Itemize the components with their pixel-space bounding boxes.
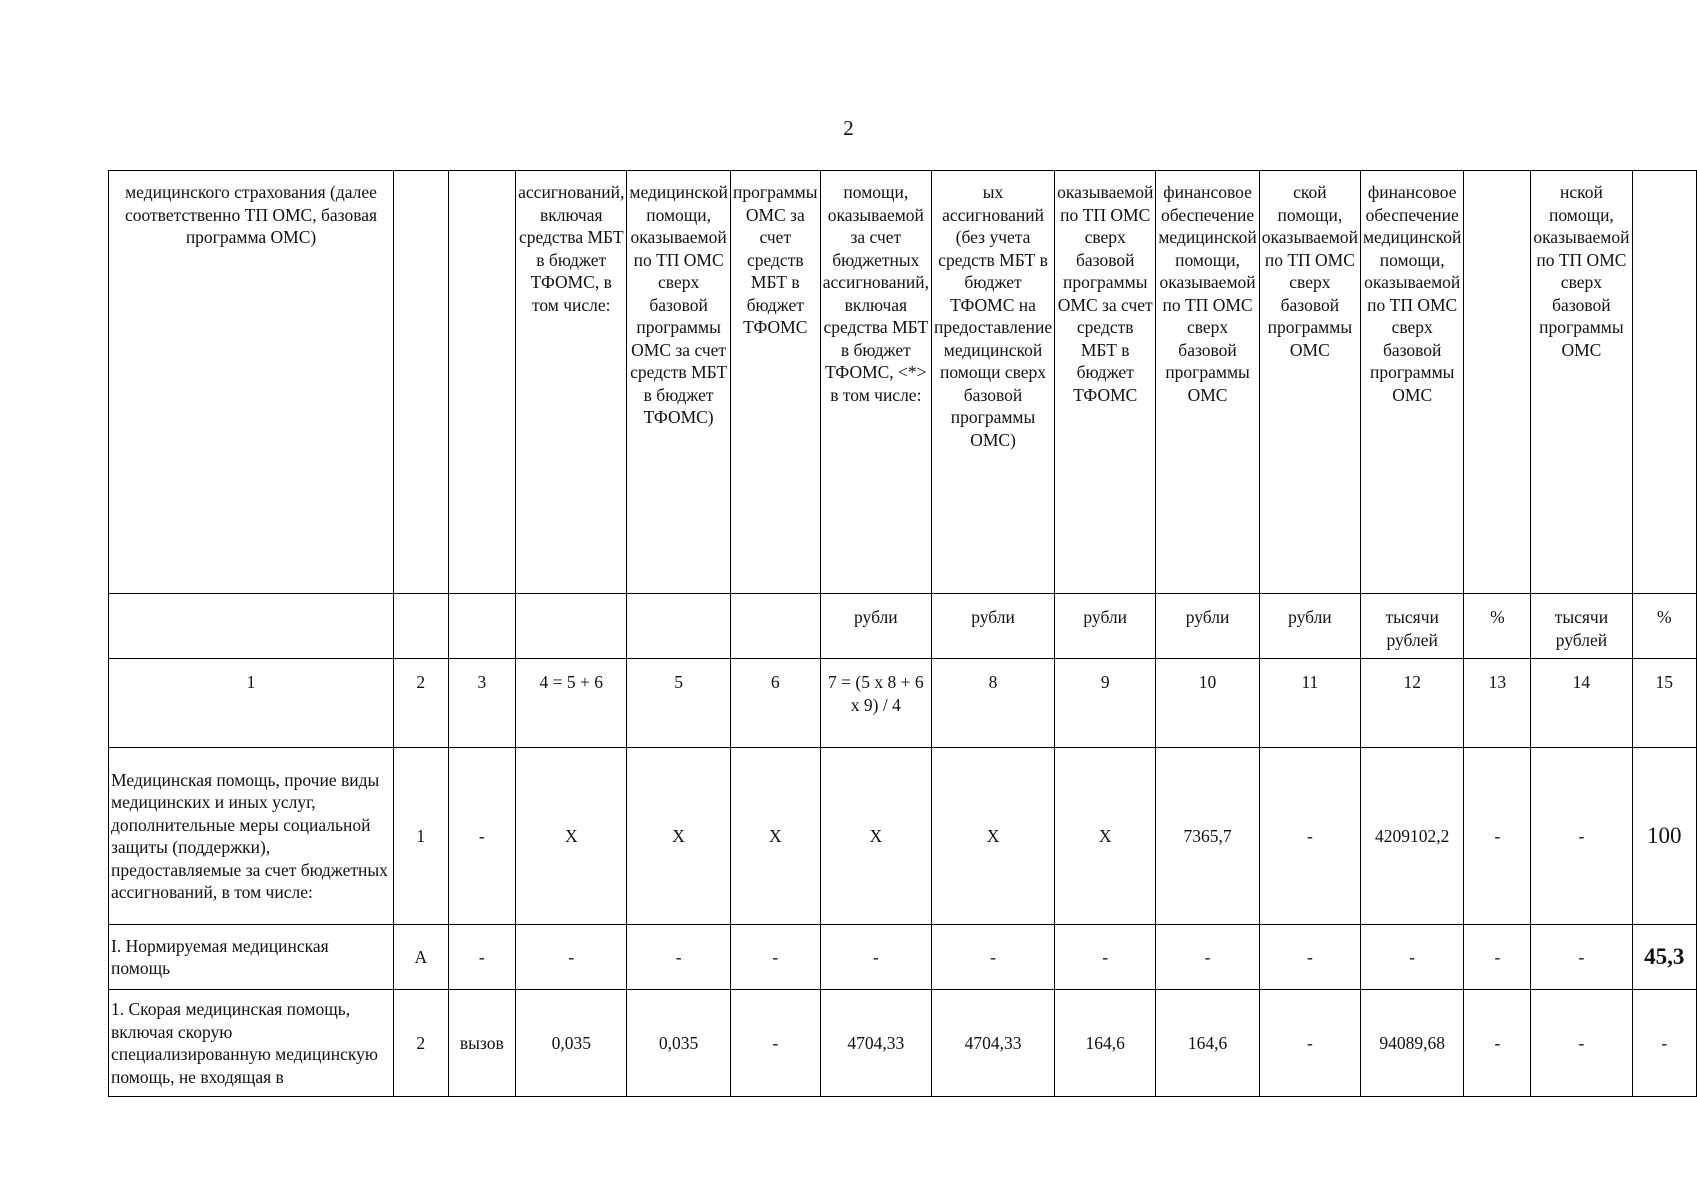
- unit-cell: [109, 594, 394, 659]
- table-cell: -: [730, 990, 820, 1097]
- table-cell: А: [394, 925, 448, 990]
- table-cell: 7365,7: [1156, 748, 1259, 925]
- unit-cell: рубли: [1156, 594, 1259, 659]
- table-cell: -: [1464, 990, 1531, 1097]
- table-cell: -: [1259, 990, 1360, 1097]
- unit-cell: [516, 594, 627, 659]
- page-number: 2: [843, 116, 854, 140]
- header-cell: [1464, 171, 1531, 594]
- unit-cell: [627, 594, 730, 659]
- table-cell: -: [448, 925, 516, 990]
- table-cell: X: [931, 748, 1054, 925]
- table-cell: -: [1464, 925, 1531, 990]
- table-cell: 45,3: [1632, 925, 1697, 990]
- column-number-cell: 13: [1464, 659, 1531, 748]
- table-cell: 4704,33: [820, 990, 931, 1097]
- column-number-cell: 1: [109, 659, 394, 748]
- table-cell: -: [820, 925, 931, 990]
- column-numbers-row: [109, 659, 1697, 748]
- unit-cell: рубли: [931, 594, 1054, 659]
- table-cell: -: [627, 925, 730, 990]
- unit-cell: рубли: [1259, 594, 1360, 659]
- column-number-cell: 7 = (5 x 8 + 6 x 9) / 4: [820, 659, 931, 748]
- table-cell: -: [1464, 748, 1531, 925]
- table-cell: X: [516, 748, 627, 925]
- unit-cell: тысячи рублей: [1360, 594, 1463, 659]
- unit-cell: %: [1464, 594, 1531, 659]
- units-row: [109, 594, 1697, 659]
- table-cell: -: [1531, 925, 1632, 990]
- column-number-cell: 3: [448, 659, 516, 748]
- table-cell: -: [1531, 748, 1632, 925]
- table-cell: 164,6: [1156, 990, 1259, 1097]
- column-number-cell: 2: [394, 659, 448, 748]
- row-name-cell: 1. Скорая медицинская помощь, включая скорую специализированную медицинскую помощь, не входящая в: [109, 990, 394, 1097]
- column-number-cell: 8: [931, 659, 1054, 748]
- table-cell: -: [1259, 748, 1360, 925]
- table-cell: X: [820, 748, 931, 925]
- table-cell: вызов: [448, 990, 516, 1097]
- unit-cell: [394, 594, 448, 659]
- unit-cell: %: [1632, 594, 1697, 659]
- table-cell: -: [448, 748, 516, 925]
- column-number-cell: 5: [627, 659, 730, 748]
- table-cell: 100: [1632, 748, 1697, 925]
- table-cell: 94089,68: [1360, 990, 1463, 1097]
- table-cell: -: [1055, 925, 1156, 990]
- table-cell: X: [627, 748, 730, 925]
- column-number-cell: 15: [1632, 659, 1697, 748]
- column-number-cell: 4 = 5 + 6: [516, 659, 627, 748]
- header-cell: ассигнований, включая средства МБТ в бюджет ТФОМС, в том числе:: [516, 171, 627, 594]
- header-cell: [1632, 171, 1697, 594]
- header-cell: финансовое обеспечение медицинской помощи, оказываемой по ТП ОМС сверх базовой программы ОМС: [1360, 171, 1463, 594]
- column-number-cell: 11: [1259, 659, 1360, 748]
- header-cell: помощи, оказываемой за счет бюджетных ассигнований, включая средства МБТ в бюджет ТФОМС, <*> в том числе:: [820, 171, 931, 594]
- table-header-row: [109, 171, 1697, 594]
- column-number-cell: 14: [1531, 659, 1632, 748]
- table-cell: X: [1055, 748, 1156, 925]
- unit-cell: тысячи рублей: [1531, 594, 1632, 659]
- unit-cell: рубли: [1055, 594, 1156, 659]
- header-cell: [394, 171, 448, 594]
- column-number-cell: 9: [1055, 659, 1156, 748]
- unit-cell: рубли: [820, 594, 931, 659]
- table-cell: -: [1632, 990, 1697, 1097]
- header-cell: программы ОМС за счет средств МБТ в бюджет ТФОМС: [730, 171, 820, 594]
- header-cell: медицинского страхования (далее соответственно ТП ОМС, базовая программа ОМС): [109, 171, 394, 594]
- table-cell: 4704,33: [931, 990, 1054, 1097]
- table-cell: -: [730, 925, 820, 990]
- header-cell: ской помощи, оказываемой по ТП ОМС сверх базовой программы ОМС: [1259, 171, 1360, 594]
- row-name-cell: I. Нормируемая медицинская помощь: [109, 925, 394, 990]
- table-row: [109, 925, 1697, 990]
- table-cell: 2: [394, 990, 448, 1097]
- table-cell: X: [730, 748, 820, 925]
- table-cell: -: [1531, 990, 1632, 1097]
- norms-table: [108, 170, 1697, 1097]
- table-cell: 0,035: [516, 990, 627, 1097]
- unit-cell: [448, 594, 516, 659]
- header-cell: оказываемой по ТП ОМС сверх базовой программы ОМС за счет средств МБТ в бюджет ТФОМС: [1055, 171, 1156, 594]
- unit-cell: [730, 594, 820, 659]
- row-name-cell: Медицинская помощь, прочие виды медицинских и иных услуг, дополнительные меры социальной защиты (поддержки), предоставляемые за счет бюджетных ассигнований, в том числе:: [109, 748, 394, 925]
- table-cell: 164,6: [1055, 990, 1156, 1097]
- header-cell: нской помощи, оказываемой по ТП ОМС сверх базовой программы ОМС: [1531, 171, 1632, 594]
- table-cell: -: [516, 925, 627, 990]
- table-cell: 0,035: [627, 990, 730, 1097]
- header-cell: [448, 171, 516, 594]
- table-row: [109, 748, 1697, 925]
- table-cell: 4209102,2: [1360, 748, 1463, 925]
- header-cell: финансовое обеспечение медицинской помощи, оказываемой по ТП ОМС сверх базовой программы ОМС: [1156, 171, 1259, 594]
- table-cell: -: [1360, 925, 1463, 990]
- column-number-cell: 12: [1360, 659, 1463, 748]
- column-number-cell: 10: [1156, 659, 1259, 748]
- header-cell: медицинской помощи, оказываемой по ТП ОМС сверх базовой программы ОМС за счет средств МБТ в бюджет ТФОМС): [627, 171, 730, 594]
- table-cell: -: [931, 925, 1054, 990]
- table-cell: 1: [394, 748, 448, 925]
- column-number-cell: 6: [730, 659, 820, 748]
- table-cell: -: [1156, 925, 1259, 990]
- header-cell: ых ассигнований (без учета средств МБТ в бюджет ТФОМС на предоставление медицинской помощи сверх базовой программы ОМС): [931, 171, 1054, 594]
- table-cell: -: [1259, 925, 1360, 990]
- table-row: [109, 990, 1697, 1097]
